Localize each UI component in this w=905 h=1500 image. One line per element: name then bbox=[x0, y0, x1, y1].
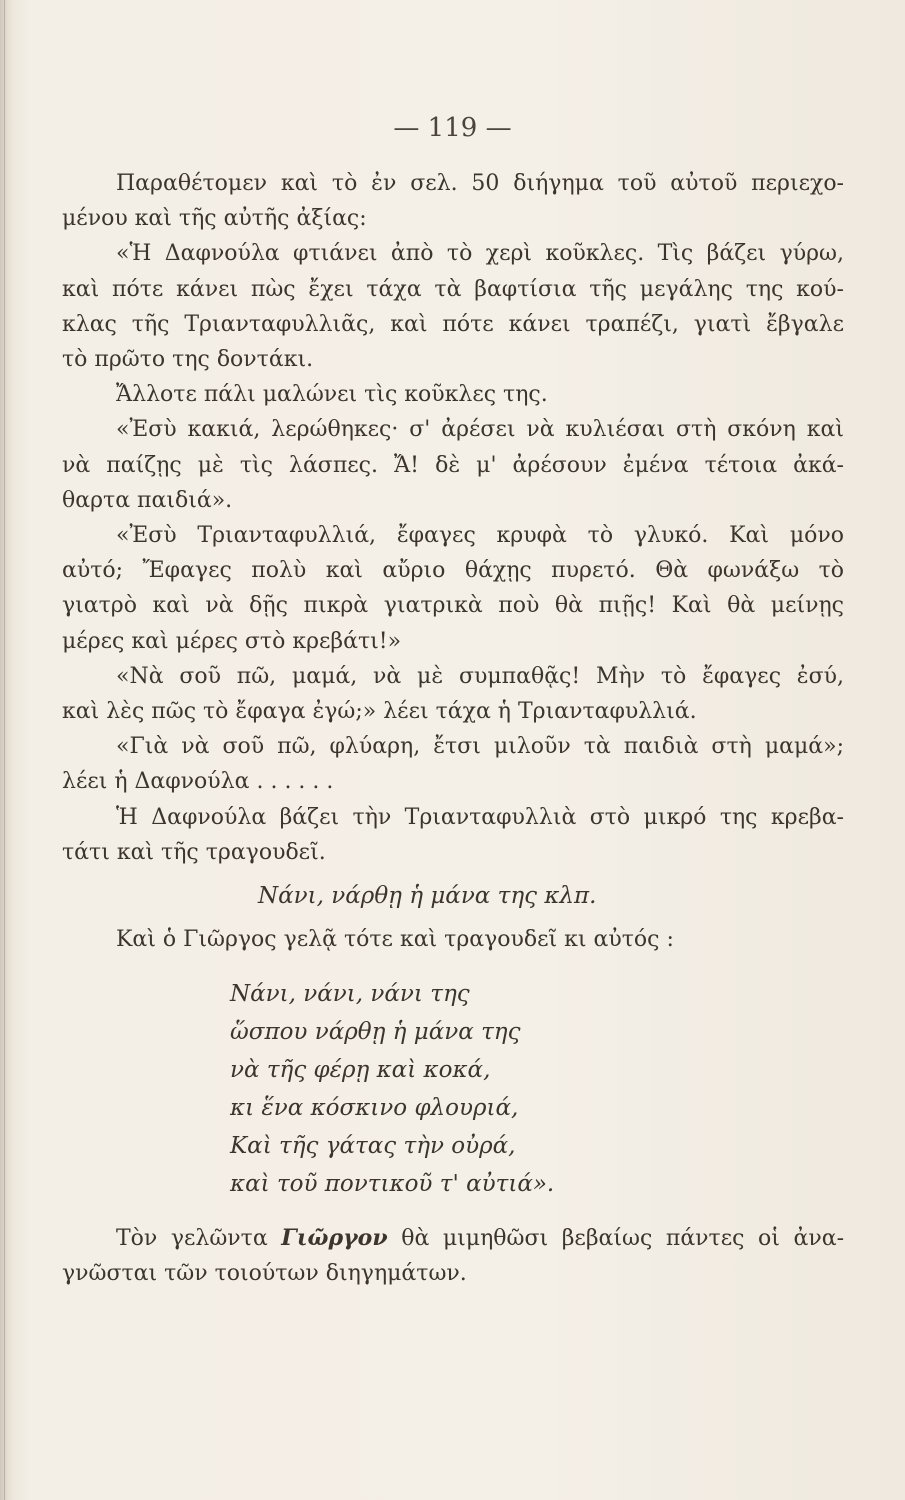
text-line: καὶ λὲς πῶς τὸ ἔφαγα ἐγώ;» λέει τάχα ἡ Τριανταφυλλιά. bbox=[62, 699, 697, 725]
verse-block bbox=[62, 975, 844, 1203]
text-line: τάτι καὶ τῆς τραγουδεῖ. bbox=[62, 839, 326, 865]
text-line: Καὶ ὁ Γιῶργος γελᾷ τότε καὶ τραγουδεῖ κι αὐτός : bbox=[116, 927, 674, 953]
page-number: — 119 — bbox=[393, 113, 512, 143]
text-fragment: θὰ μιμηθῶσι βεβαίως πάντες οἱ ἀνα- bbox=[387, 1226, 844, 1252]
verse-line: καὶ τοῦ ποντικοῦ τ' αὐτιά». bbox=[230, 1171, 555, 1198]
text-line: νὰ παίζῃς μὲ τὶς λάσπες. Ἄ! δὲ μ' ἀρέσουν ἐμένα τέτοια ἀκά- bbox=[62, 452, 844, 478]
text-line: αὐτό; Ἔφαγες πολὺ καὶ αὔριο θάχῃς πυρετό. Θὰ φωνάξω τὸ bbox=[62, 558, 844, 584]
text-line: τὸ πρῶτο της δοντάκι. bbox=[62, 347, 314, 373]
emphasized-name: Γιῶργον bbox=[281, 1225, 388, 1252]
text-line: Ἡ Δαφνούλα βάζει τὴν Τριανταφυλλιὰ στὸ μικρό της κρεβα- bbox=[116, 804, 844, 830]
text-fragment: Τὸν γελῶντα bbox=[116, 1226, 282, 1252]
verse-line: ὥσπου νάρθῃ ἡ μάνα της bbox=[230, 1019, 521, 1046]
text-line: «Ἐσὺ Τριανταφυλλιά, ἔφαγες κρυφὰ τὸ γλυκό. Καὶ μόνο bbox=[116, 523, 844, 549]
verse-line: Καὶ τῆς γάτας τὴν οὐρά, bbox=[230, 1133, 516, 1160]
text-line: θαρτα παιδιά». bbox=[62, 487, 233, 513]
page-body bbox=[62, 166, 844, 1292]
text-line: μέρες καὶ μέρες στὸ κρεβάτι!» bbox=[62, 628, 402, 654]
verse-line: νὰ τῆς φέρῃ καὶ κοκά, bbox=[230, 1057, 491, 1084]
text-line: μένου καὶ τῆς αὐτῆς ἀξίας: bbox=[62, 206, 367, 232]
spacer bbox=[62, 957, 844, 975]
page-edge-shadow bbox=[0, 0, 14, 1500]
text-line: Ἄλλοτε πάλι μαλώνει τὶς κοῦκλες της. bbox=[116, 382, 548, 408]
song-incipit: Νάνι, νάρθῃ ἡ μάνα της κλπ. bbox=[258, 883, 597, 910]
text-line: «Ἐσὺ κακιά, λερώθηκες· σ' ἀρέσει νὰ κυλιέσαι στὴ σκόνη καὶ bbox=[116, 417, 844, 443]
page-gutter-line bbox=[4, 0, 5, 1500]
text-line: «Γιὰ νὰ σοῦ πῶ, φλύαρη, ἔτσι μιλοῦν τὰ παιδιὰ στὴ μαμά»; bbox=[116, 734, 844, 760]
text-line: κλας τῆς Τριανταφυλλιᾶς, καὶ πότε κάνει τραπέζι, γιατὶ ἔβγαλε bbox=[62, 311, 844, 337]
text-line: καὶ πότε κάνει πὼς ἔχει τάχα τὰ βαφτίσια τῆς μεγάλης της κού- bbox=[62, 276, 844, 302]
text-line: Παραθέτομεν καὶ τὸ ἐν σελ. 50 διήγημα τοῦ αὐτοῦ περιεχο- bbox=[116, 171, 844, 196]
text-line: «Νὰ σοῦ πῶ, μαμά, νὰ μὲ συμπαθᾷς! Μὴν τὸ ἔφαγες ἐσύ, bbox=[116, 663, 844, 689]
text-line: γνῶσται τῶν τοιούτων διηγημάτων. bbox=[62, 1261, 467, 1287]
verse-line: κι ἕνα κόσκινο φλουριά, bbox=[230, 1095, 519, 1122]
text-line: λέει ἡ Δαφνούλα . . . . . . bbox=[62, 769, 334, 795]
text-line: «Ἡ Δαφνούλα φτιάνει ἀπὸ τὸ χερὶ κοῦκλες. Τὶς βάζει γύρω, bbox=[116, 241, 844, 267]
spacer bbox=[62, 1203, 844, 1221]
text-line bbox=[62, 1221, 844, 1256]
verse-line: Νάνι, νάνι, νάνι της bbox=[230, 981, 470, 1008]
text-line: γιατρὸ καὶ νὰ δῇς πικρὰ γιατρικὰ ποὺ θὰ πιῇς! Καὶ θὰ μείνῃς bbox=[62, 593, 844, 619]
